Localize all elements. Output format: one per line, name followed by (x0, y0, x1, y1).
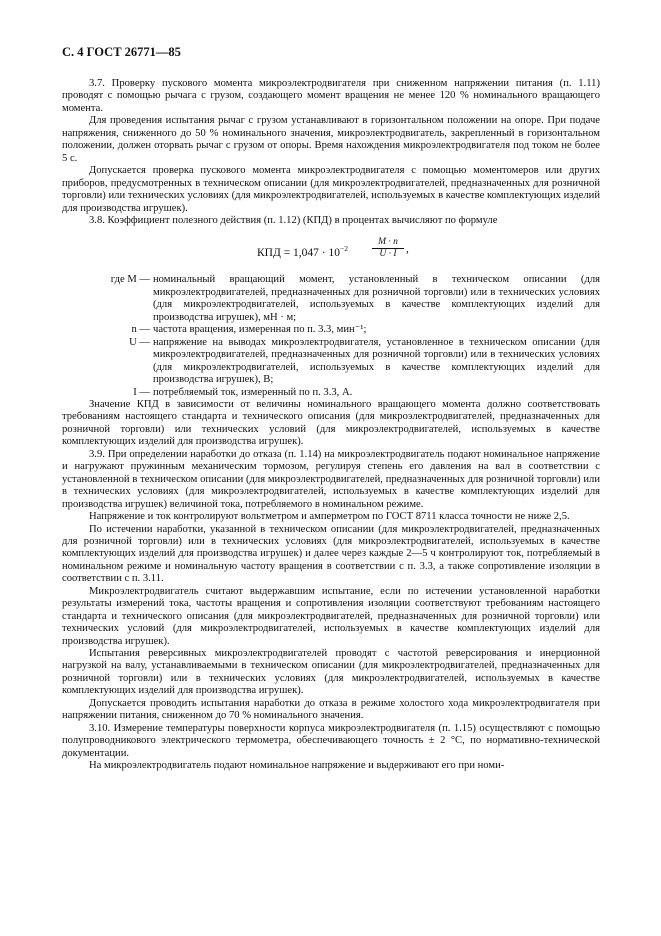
formula-fraction (372, 237, 404, 260)
paragraph-3-8: 3.8. Коэффициент полезного действия (п. 1.12) (КПД) в процентах вычисляют по формуле (89, 214, 498, 226)
formula-numerator: M · n (372, 237, 404, 249)
paragraph: По истечении наработки, указанной в техническом описании (для микроэлектродвигателей, предназначенных для розничной торговли) или в технических условиях (для микроэлектродвигателей, используемых в качестве комплектующих изделий для производства игрушек) и далее через каждые 2—5 ч контролируют ток, потребляемый в номинальном режиме и номинальную частоту вращения в соответствии с п. 3.3, а также сопротивление изоляции в соответствии с п. 3.11. (62, 523, 600, 585)
definition-n (62, 324, 600, 336)
paragraph-3-10: 3.10. Измерение температуры поверхности корпуса микроэлектродвигателя (п. 1.15) осуществляют с помощью полупроводникового электрического термометра, обеспечивающего точность ± 2 °С, по нормативно-технической документации. (62, 722, 600, 759)
definition-i (62, 387, 600, 399)
paragraph-3-9: 3.9. При определении наработки до отказа (п. 1.14) на микроэлектродвигатель подают номинальное напряжение и нагружают пружинным механическим тормозом, регулируя степень его давления на вал в соответствии с установленной в техническом описании (для микроэлектродвигателей, предназначенных для розничной торговли) или в технических условиях (для микроэлектродвигателей, используемых в качестве комплектующих изделий для производства игрушек) величиной тока, потребляемого в номинальном режиме. (62, 448, 600, 510)
paragraph: На микроэлектродвигатель подают номинальное напряжение и выдерживают его при номи- (89, 760, 505, 772)
formula-left: КПД = $1,047 \cdot 10^{-2}$ (257, 244, 348, 260)
formula-comma: , (406, 243, 409, 256)
definition-label: где M — (110, 274, 150, 286)
definition-m (62, 274, 600, 324)
formula-denominator: U · I (379, 249, 397, 260)
definition-text: потребляемый ток, измеренный по п. 3.3, А. (153, 386, 353, 398)
definition-text: номинальный вращающий момент, установленный в техническом описании (для микроэлектродвигателей, предназначенных для розничной торговли) или в технических условиях (для микроэлектродвигателей, используемых в качестве комплектующих изделий для производства игрушек), мН · м; (153, 274, 600, 323)
definition-text: частота вращения, измеренная по п. 3.3, мин⁻¹; (153, 324, 367, 336)
variable-definitions (62, 274, 600, 399)
paragraph: Допускается проверка пускового момента микроэлектродвигателя с помощью моментомеров или других приборов, предусмотренных в техническом описании (для микроэлектродвигателей, предназначенных для розничной торговли) или технических условиях (для микроэлектродвигателей, используемых в качестве комплектующих изделий для производства игрушек). (62, 165, 600, 214)
formula-exponent: −2 (340, 244, 348, 254)
paragraph: Допускается проводить испытания наработки до отказа в режиме холостого хода микроэлектродвигателя при напряжении питания, сниженном до 70 % номинального значения. (62, 697, 600, 722)
efficiency-formula (62, 237, 600, 263)
definition-label: n — (131, 324, 150, 336)
definition-text: напряжение на выводах микроэлектродвигателя, установленное в техническом описании (для микроэлектродвигателей, предназначенных для розничной торговли) или в технических условиях (для микроэлектродвигателей, используемых в качестве комплектующих изделий для производства игрушек), В; (153, 336, 600, 386)
definition-label: U — (129, 336, 150, 348)
paragraph-3-7: 3.7. Проверку пускового момента микроэлектродвигателя при сниженном напряжении питания (п. 1.11) проводят с помощью рычага с грузом, создающего момент вращения не менее 120 % номинального вращающего момента. (62, 78, 600, 114)
paragraph: Испытания реверсивных микроэлектродвигателей проводят с частотой реверсирования и инерционной нагрузкой на валу, устанавливаемыми в техническом описании (для микроэлектродвигателей, предназначенных для розничной торговли) или в технических условиях (для микроэлектродвигателей, используемых в качестве комплектующих изделий для производства игрушек). (62, 648, 600, 697)
page-header: С. 4 ГОСТ 26771—85 (62, 45, 181, 59)
paragraph: Для проведения испытания рычаг с грузом устанавливают в горизонтальном положении на опоре. При подаче напряжения, сниженного до 50 % номинального значения, микроэлектродвигатель, закрепленный в горизонтальном положении, должен оторвать рычаг с грузом от опоры. Время нахождения микроэлектродвигателя под током не более 5 с. (62, 115, 600, 164)
definition-u (62, 337, 600, 387)
definition-label: I — (133, 386, 150, 398)
paragraph: Микроэлектродвигатель считают выдержавшим испытание, если по истечении установленной наработки результаты измерений тока, частоты вращения и сопротивления изоляции соответствуют требованиям настоящего стандарта и технического описания (для микроэлектродвигателей, предназначенных для розничной торговли) или технических условий (для микроэлектродвигателей, используемых в качестве комплектующих изделий для производства игрушек). (62, 585, 600, 647)
document-body (62, 78, 600, 773)
paragraph: Значение КПД в зависимости от величины номинального вращающего момента должно соответствовать требованиям настоящего стандарта и технического описания (для микроэлектродвигателей, предназначенных для розничной торговли) или технических условий (для микроэлектродвигателей, используемых в качестве комплектующих изделий для производства игрушек). (62, 398, 600, 448)
paragraph: Напряжение и ток контролируют вольтметром и амперметром по ГОСТ 8711 класса точности не ниже 2,5. (89, 511, 570, 523)
